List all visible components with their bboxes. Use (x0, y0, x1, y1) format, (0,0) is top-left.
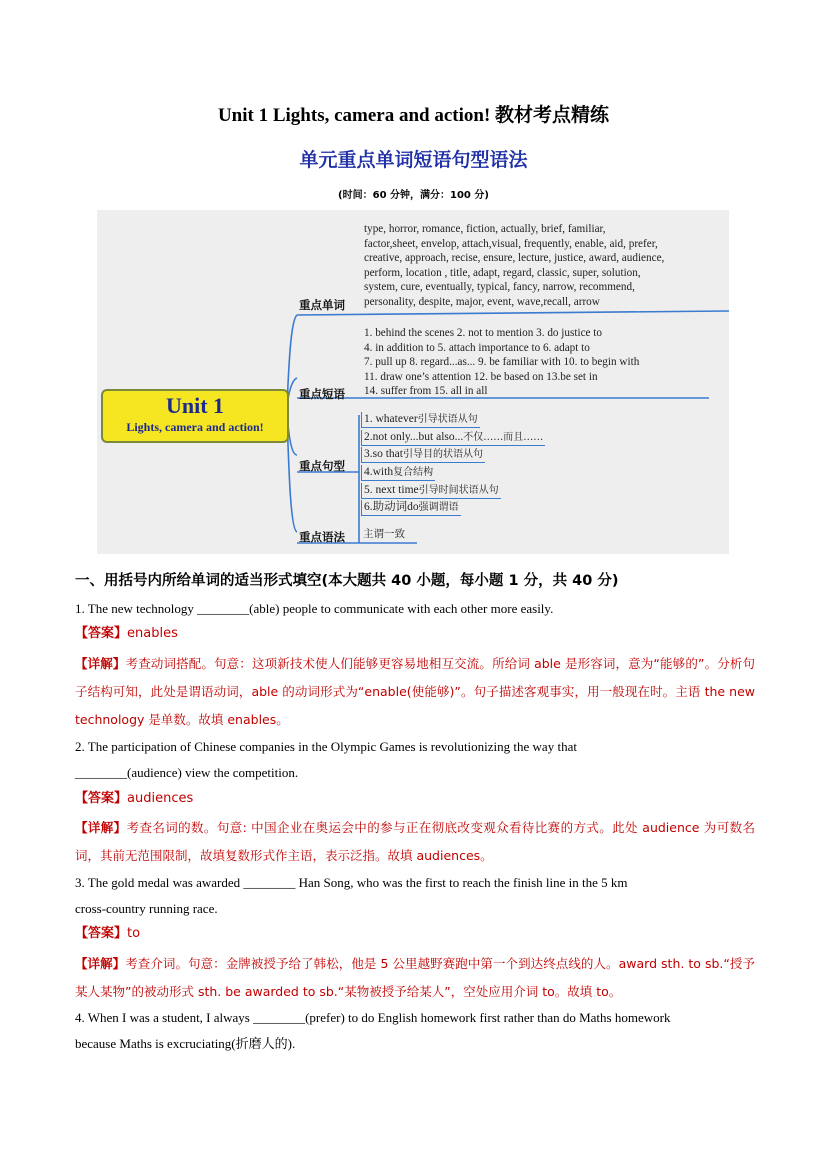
sentence-item (361, 483, 501, 499)
detail-label: 【详解】 (75, 820, 127, 835)
question-line: 1. The new technology ________(able) people to communicate with each other more easily. (75, 601, 554, 616)
detail-text: 考查介词。句意：金牌被授予给了韩松，他是 5 公里越野赛跑中第一个到达终点线的人。award sth. to sb.“授予某人某物”的被动形式 sth. be awarded to sb.“某物被授予给某人”，空处应用介词 to。故填 to。 (75, 956, 755, 999)
sentence-cn: 强调谓语 (418, 502, 459, 513)
answer-label: 【答案】 (75, 791, 128, 806)
detail-label: 【详解】 (75, 656, 126, 671)
branch-label-grammar: 重点语法 (299, 530, 345, 544)
mind-map-center-node (101, 389, 289, 443)
phrase-line: 11. draw one’s attention 12. be based on 13.be set in (364, 370, 598, 383)
phrase-line: 14. suffer from 15. all in all (364, 385, 488, 398)
vocab-line: creative, approach, recise, ensure, lecture, justice, award, audience, (364, 252, 665, 265)
branch-label-phrases: 重点短语 (299, 387, 345, 401)
detail-block (75, 950, 755, 1006)
question-line: because Maths is excruciating(折磨人的). (75, 1036, 296, 1051)
answer-value: audiences (127, 791, 194, 806)
sentence-en: 3.so that (364, 448, 403, 460)
phrase-line: 1. behind the scenes 2. not to mention 3. do justice to (364, 327, 603, 339)
branch-label-vocab: 重点单词 (299, 298, 345, 312)
vocab-list (364, 222, 726, 310)
branch-label-sentences: 重点句型 (299, 459, 345, 473)
sentence-item (361, 412, 480, 428)
vocab-line: personality, despite, major, event, wave,recall, arrow (364, 295, 600, 308)
answer-line (75, 921, 755, 947)
question-text (75, 596, 755, 622)
question-line: ________(audience) view the competition. (75, 765, 299, 780)
sentence-cn: 引导时间状语从句 (418, 485, 499, 496)
vocab-line: system, cure, eventually, typical, fancy, narrow, recommend, (364, 281, 635, 294)
sentence-item (361, 465, 435, 481)
center-subtitle: Lights, camera and action! (126, 420, 264, 434)
question-line: 4. When I was a student, I always ________(prefer) to do English homework first rather than do Maths homework (75, 1010, 671, 1025)
detail-text: 考查动词搭配。句意：这项新技术使人们能够更容易地相互交流。所给词 able 是形容词，意为“能够的”。分析句子结构可知，此处是谓语动词，able 的动词形式为“enable(使能够)”。句子描述客观事实，用一般现在时。主语 the new technology 是单数。故填 enables。 (75, 656, 755, 727)
sentence-en: 4.with (364, 466, 394, 478)
sentence-en: 1. whatever (364, 413, 418, 425)
detail-text: 考查名词的数。句意: 中国企业在奥运会中的参与正在彻底改变观众看待比赛的方式。此处 audience 为可数名词，其前无范围限制，故填复数形式作主语，表示泛指。故填 audiences。 (75, 820, 755, 863)
sentence-item (361, 500, 461, 516)
phrase-list (364, 326, 726, 399)
answer-label: 【答案】 (75, 926, 128, 941)
page-title: Unit 1 Lights, camera and action! 教材考点精练 (217, 105, 610, 126)
question-text (75, 870, 755, 922)
answer-value: enables (127, 626, 178, 641)
sentence-en: 5. next time (364, 484, 419, 496)
sentence-cn: 复合结构 (393, 467, 434, 478)
question-text (75, 734, 755, 786)
sentence-cn: 引导状语从句 (417, 414, 478, 425)
vocab-line: factor,sheet, envelop, attach,visual, frequently, enable, aid, prefer, (364, 237, 658, 250)
detail-block (75, 814, 755, 870)
phrase-line: 4. in addition to 5. attach importance to 6. adapt to (364, 341, 590, 354)
vocab-line: perform, location , title, adapt, regard, classic, super, solution, (364, 266, 641, 279)
question-line: cross-country running race. (75, 901, 218, 916)
section-heading: 一、用括号内所给单词的适当形式填空(本大题共 40 小题，每小题 1 分，共 40 分) (75, 573, 619, 589)
sentence-en: 6.助动词do (364, 501, 419, 513)
answer-line (75, 786, 755, 812)
time-info: (时间：60 分钟，满分：100 分) (338, 190, 489, 201)
page-subtitle: 单元重点单词短语句型语法 (299, 149, 528, 171)
phrase-line: 7. pull up 8. regard...as... 9. be familiar with 10. to begin with (364, 356, 640, 369)
detail-label: 【详解】 (75, 956, 126, 971)
detail-block (75, 650, 755, 734)
question-text (75, 1005, 755, 1057)
center-title: Unit 1 (165, 393, 225, 418)
mind-map (97, 210, 729, 554)
answer-label: 【答案】 (75, 626, 128, 641)
sentence-cn: 引导目的状语从句 (402, 449, 483, 460)
sentence-cn: 不仅……而且…… (463, 432, 544, 443)
vocab-line: type, horror, romance, fiction, actually, brief, familiar, (364, 223, 606, 235)
sentence-en: 2.not only...but also... (364, 431, 464, 443)
question-line: 2. The participation of Chinese companies in the Olympic Games is revolutionizing the way that (75, 739, 577, 754)
sentence-item (361, 447, 485, 463)
question-line: 3. The gold medal was awarded ________ Han Song, who was the first to reach the finish line in the 5 km (75, 875, 628, 890)
answer-value: to (127, 926, 141, 941)
sentence-item (361, 430, 545, 446)
grammar-item: 主谓一致 (363, 528, 405, 540)
answer-line (75, 621, 755, 647)
